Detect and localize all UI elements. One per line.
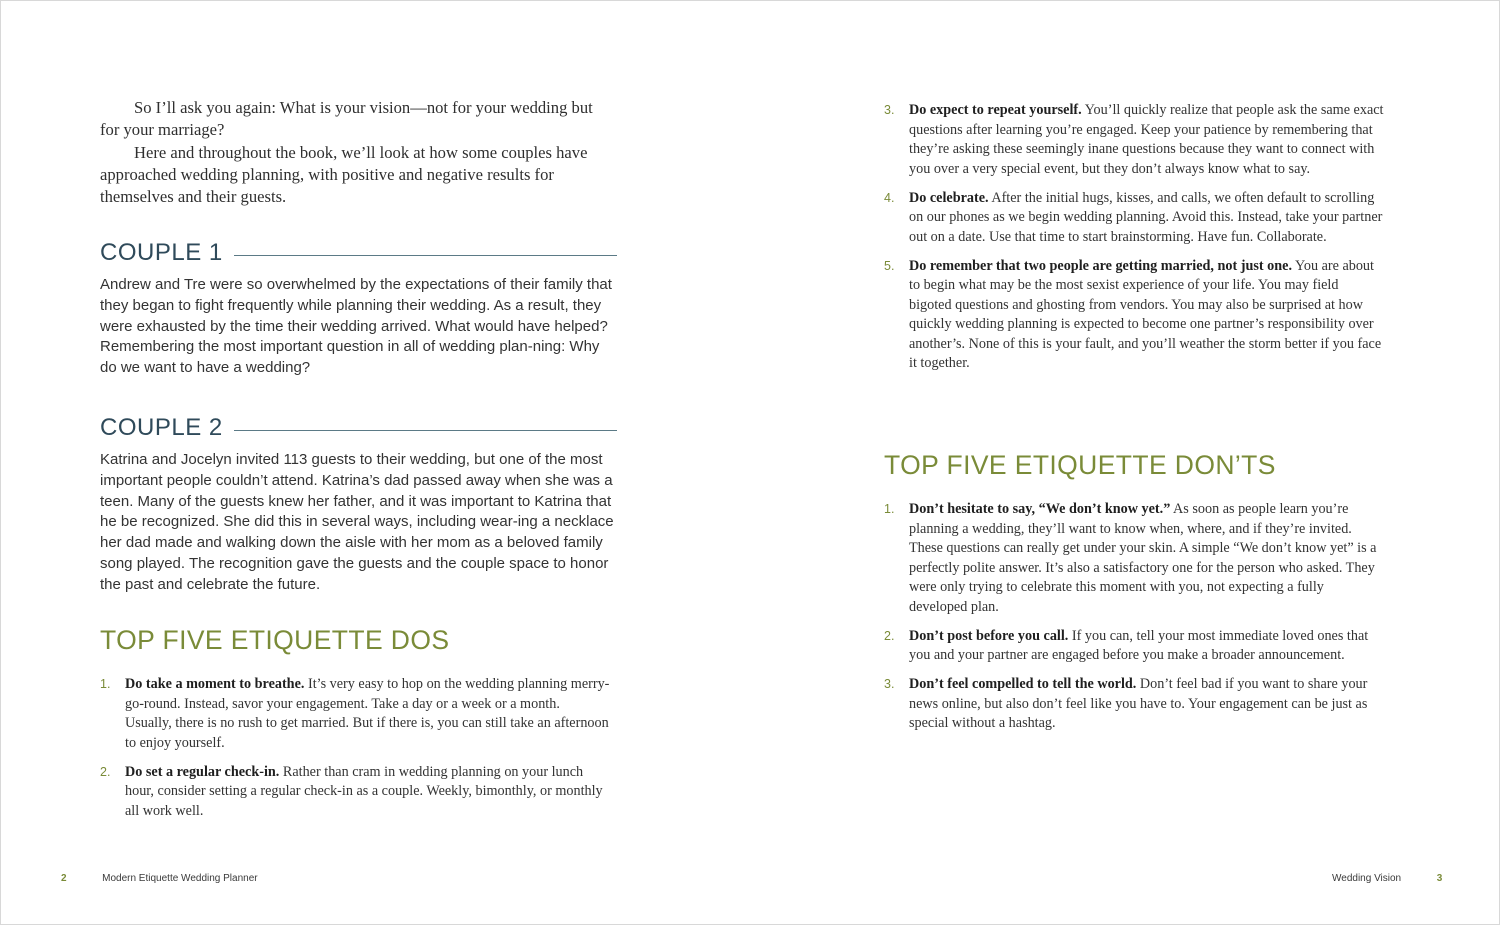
etiquette-dos-title: TOP FIVE ETIQUETTE DOS	[100, 625, 450, 655]
couple-2-heading-label: COUPLE 2	[100, 414, 223, 441]
list-item	[884, 675, 1384, 734]
list-item-text: You are about to begin what may be the most sexist experience of your life. You may field bigoted questions and ghosting from vendors. You may also be surprised at how quickly wedding planning is expected to become one partner’s responsibility over another’s. None of this is your fault, and you’ll weather the storm better if you face it together.	[909, 257, 1382, 372]
list-item-text: After the initial hugs, kisses, and calls, we often default to scrolling on our phones as we begin wedding planning. Avoid this. Instead, take your partner out on a date. Use that time to start brainstorming. Have fun. Collaborate.	[909, 189, 1383, 245]
chapter-title: Wedding Vision	[1332, 873, 1402, 884]
couple-1-body: Andrew and Tre were so overwhelmed by the expectations of their family that they began to fight frequently while planning their wedding. As a result, they were exhausted by the time their wedding arrived. What would have helped? Remembering the most important question in all of wedding plan-ning: Why do we want to have a wedding?	[100, 276, 612, 377]
list-item-number: 4.	[884, 190, 895, 205]
list-item-number: 3.	[884, 103, 895, 117]
left-footer	[61, 873, 258, 884]
list-item-text: Don’t feel bad if you want to share your news online, but also don’t feel like you have to. Your engagement can be just as special without a hashtag.	[909, 676, 1368, 732]
list-item	[884, 500, 1384, 617]
intro-paragraph-2: Here and throughout the book, we’ll look at how some couples have approached wedding planning, with positive and negative results for themselves and their guests.	[100, 142, 588, 207]
couple-2-body: Katrina and Jocelyn invited 113 guests to their wedding, but one of the most important people couldn’t attend. Katrina’s dad passed away when she was a teen. Many of the guests knew her father, and it was important to Katrina that he be recognized. She did this in several ways, including wear-ing a necklace her dad made and walking down the aisle with her mom as a beloved family song played. The recognition gave the guests and the couple space to honor the past and celebrate the future.	[100, 451, 614, 593]
list-item-lead: Do take a moment to breathe.	[125, 676, 305, 692]
list-item-lead: Do celebrate.	[909, 189, 989, 206]
etiquette-dos-list	[100, 675, 610, 831]
list-item-lead: Don’t feel compelled to tell the world.	[909, 676, 1137, 693]
list-item-number: 1.	[884, 502, 895, 516]
book-title: Modern Etiquette Wedding Planner	[102, 873, 258, 884]
list-item-lead: Don’t post before you call.	[909, 627, 1069, 644]
list-item-text: It’s very easy to hop on the wedding planning merry-go-round. Instead, savor your engagement. Take a day or a week or a month. Usually, there is no rush to get married. But if there is, you can still take an afternoon to enjoy yourself.	[125, 676, 610, 751]
list-item-text: You’ll quickly realize that people ask the same exact questions after learning you’re engaged. Keep your patience by remembering that they’re asking these seemingly inane questions because they want to connect with you over a very special event, but they don’t always know what to say.	[909, 102, 1384, 177]
couple-2-heading-rule	[234, 430, 617, 431]
etiquette-donts-list	[884, 500, 1384, 743]
list-item-text: As soon as people learn you’re planning a wedding, they’ll want to know when, where, and if they’re invited. These questions can really get under your skin. A simple “We don’t know yet” is a perfectly polite answer. It’s also a satisfactory one for the person who asked. They were only trying to celebrate this moment with you, not expecting a fully developed plan.	[909, 501, 1377, 615]
list-item-lead: Do remember that two people are getting married, not just one.	[909, 257, 1292, 274]
couple-2-heading	[100, 414, 617, 442]
etiquette-donts-title: TOP FIVE ETIQUETTE DON’TS	[884, 450, 1276, 480]
list-item-number: 5.	[884, 258, 895, 273]
list-item	[884, 189, 1384, 248]
etiquette-dos-list-continued	[884, 101, 1384, 383]
left-page	[1, 1, 750, 924]
list-item	[884, 101, 1384, 179]
intro-paragraph-1: So I’ll ask you again: What is your vision—not for your wedding but for your marriage?	[100, 98, 593, 140]
list-item	[884, 627, 1384, 666]
right-page-number: 3	[1436, 873, 1443, 884]
list-item	[884, 257, 1384, 374]
right-footer	[1332, 873, 1442, 884]
list-item-lead: Don’t hesitate to say, “We don’t know yet.”	[909, 501, 1171, 517]
couple-1-heading-label: COUPLE 1	[100, 239, 223, 266]
list-item-lead: Do expect to repeat yourself.	[909, 102, 1082, 118]
list-item-text: Rather than cram in wedding planning on your lunch hour, consider setting a regular check-in as a couple. Weekly, bimonthly, or monthly all work well.	[125, 763, 603, 819]
list-item-number: 2.	[884, 628, 895, 643]
list-item-number: 2.	[100, 764, 111, 779]
couple-1-heading	[100, 239, 617, 267]
list-item-number: 3.	[884, 677, 895, 692]
left-page-number: 2	[61, 873, 67, 884]
list-item	[100, 675, 610, 753]
list-item	[100, 763, 610, 822]
list-item-lead: Do set a regular check-in.	[125, 763, 280, 780]
list-item-number: 1.	[100, 677, 111, 691]
couple-1-heading-rule	[234, 255, 617, 256]
right-page	[750, 1, 1499, 924]
intro-text	[100, 97, 615, 208]
list-item-text: If you can, tell your most immediate loved ones that you and your partner are engaged before you make a broader announcement.	[909, 627, 1369, 664]
